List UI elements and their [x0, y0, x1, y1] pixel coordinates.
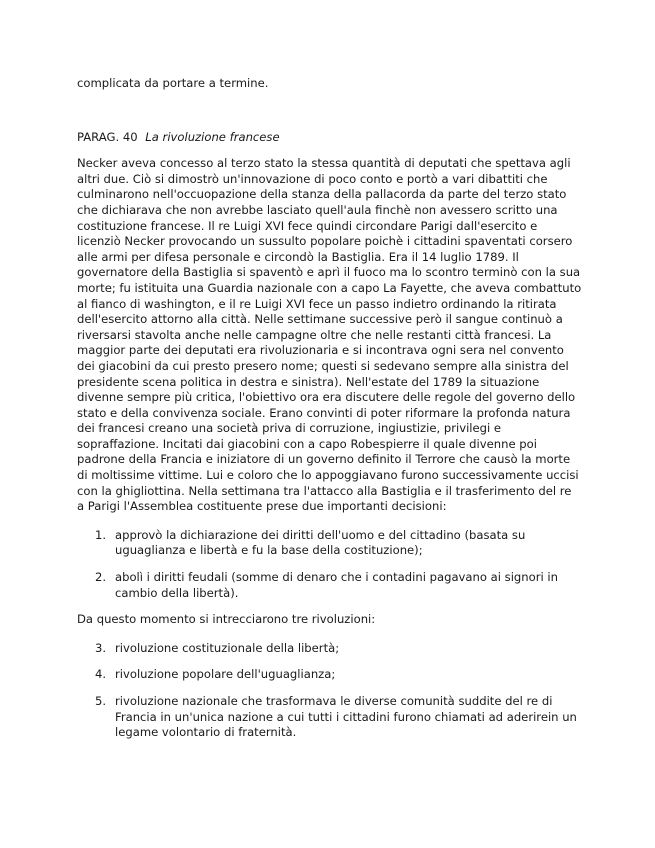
revolutions-lead: Da questo momento si intrecciarono tre rivoluzioni:	[77, 612, 376, 627]
decisions-list	[77, 528, 582, 601]
section-label: PARAG. 40	[77, 129, 138, 144]
section-title: La rivoluzione francese	[145, 129, 280, 144]
list-item-text: rivoluzione costituzionale della libertà;	[115, 640, 340, 655]
document-page	[77, 76, 582, 752]
list-item	[77, 570, 582, 601]
list-item	[77, 667, 582, 683]
list-item-text: abolì i diritti feudali (somme di denaro che i contadini pagavano ai signori in cambio della libertà).	[115, 570, 558, 600]
body-paragraph: Necker aveva concesso al terzo stato la stessa quantità di deputati che spettava agli altri due. Ciò si dimostrò un'innovazione di poco conto e portò a vari dibattiti che culminarono nell'occuopazione della stanza della pallacorda da parte del terzo stato che dichiarava che non avrebbe lasciato quell'aula finchè non avessero scritto una costituzione francese. Il re Luigi XVI fece quindi circondare Parigi dall'esercito e licenziò Necker provocando un sussulto popolare poichè i cittadini spaventati corsero alle armi per difesa personale e circondò la Bastiglia. Era il 14 luglio 1789. Il governatore della Bastiglia si spaventò e aprì il fuoco ma lo scontro terminò con la sua morte; fu istituita una Guardia nazionale con a capo La Fayette, che aveva combattuto al fianco di washington, e il re Luigi XVI fece un passo indietro ordinando la ritirata dell'esercito attorno alla città. Nelle settimane successive però il sangue continuò a riversarsi stavolta anche nelle campagne oltre che nelle restanti città francesi. La maggior parte dei deputati era rivoluzionaria e si incontrava ogni sera nel convento dei giacobini da cui presto presero nome; questi si sedevano sempre alla sinistra del presidente scena politica in destra e sinistra). Nell'estate del 1789 la situazione divenne sempre più critica, l'obiettivo ora era discutere delle regole del governo dello stato e della convivenza sociale. Erano convinti di poter riformare la profonda natura dei francesi creano una società priva di corruzione, ingiustizie, privilegi e sopraffazione. Incitati dai giacobini con a capo Robespierre il quale divenne poi padrone della Francia e iniziatore di un governo definito il Terrore che causò la morte di moltissime vittime. Lui e coloro che lo appoggiavano furono successivamente uccisi con la ghigliottina. Nella settimana tra l'attacco alla Bastiglia e il trasferimento del re a Parigi l'Assemblea costituente prese due importanti decisioni:	[77, 156, 582, 514]
list-item-number: 5.	[95, 694, 107, 708]
list-item	[77, 641, 582, 657]
list-item-number: 1.	[95, 527, 107, 542]
list-item-text: rivoluzione popolare dell'uguaglianza;	[115, 667, 336, 682]
section-heading	[77, 130, 582, 146]
list-item-number: 4.	[95, 667, 107, 682]
list-item-number: 3.	[95, 640, 107, 655]
list-item-number: 2.	[95, 570, 107, 585]
intro-line: complicata da portare a termine.	[77, 76, 269, 90]
list-item-text: approvò la dichiarazione dei diritti dell'uomo e del cittadino (basata su uguaglianza e libertà e fu la base della costituzione);	[115, 527, 526, 558]
list-item	[77, 528, 582, 559]
list-item	[77, 694, 582, 741]
list-item-text: rivoluzione nazionale che trasformava le diverse comunità suddite del re di Francia in un'unica nazione a cui tutti i cittadini furono chiamati ad aderirein un legame volontario di fraternità.	[115, 694, 577, 740]
revolutions-list	[77, 641, 582, 741]
